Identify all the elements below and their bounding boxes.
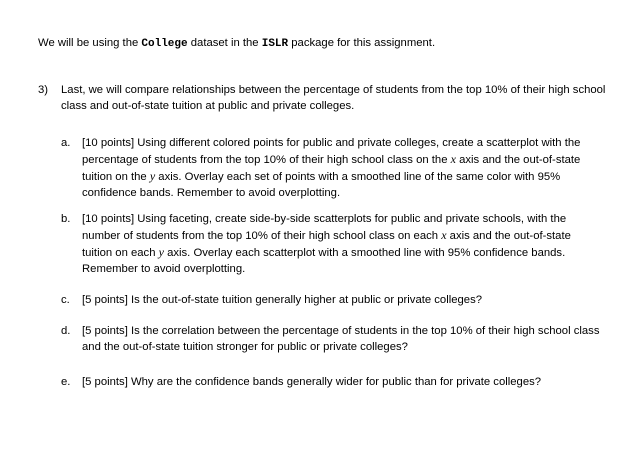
part-a-y-var: y	[149, 169, 156, 183]
intro-middle: dataset in the	[187, 37, 262, 49]
intro-sentence	[38, 35, 618, 52]
part-b-x-var: x	[441, 228, 447, 242]
part-e	[61, 374, 601, 390]
question-3	[38, 82, 608, 114]
part-a-letter: a.	[61, 137, 71, 149]
intro-prefix: We will be using the	[38, 37, 142, 49]
part-c-letter: c.	[61, 294, 70, 306]
part-d-text: [5 points] Is the correlation between the percentage of students in the top 10% of their high school class and the out-of-state tuition stronger for public or private colleges?	[82, 325, 600, 353]
part-b	[61, 211, 601, 277]
dataset-name: College	[141, 38, 188, 50]
part-c-text: [5 points] Is the out-of-state tuition generally higher at public or private colleges?	[82, 294, 483, 306]
part-b-text-3: axis. Overlay each scatterplot with a smoothed line with 95% confidence bands. Remember to avoid overplotting.	[82, 247, 566, 275]
question-text: Last, we will compare relationships between the percentage of students from the top 10% of their high school class and out-of-state tuition at public and private colleges.	[61, 84, 606, 112]
part-e-letter: e.	[61, 376, 71, 388]
part-a-text-3: axis. Overlay each set of points with a smoothed line of the same color with 95% confidence bands. Remember to avoid overplotting.	[82, 171, 561, 199]
part-e-text: [5 points] Why are the confidence bands generally wider for public than for private colleges?	[82, 376, 542, 388]
part-a-x-var: x	[450, 152, 456, 166]
part-b-text-2: axis and the out-of-state tuition on each	[82, 230, 571, 259]
part-d-letter: d.	[61, 325, 71, 337]
part-b-text-1: [10 points] Using faceting, create side-by-side scatterplots for public and private schools, with the number of students from the top 10% of their high school class on each	[82, 213, 567, 242]
part-a	[61, 135, 601, 201]
question-number: 3)	[38, 84, 49, 96]
part-d	[61, 323, 601, 355]
intro-suffix: package for this assignment.	[288, 37, 436, 49]
part-b-y-var: y	[158, 245, 164, 259]
part-b-text	[82, 211, 601, 277]
package-name: ISLR	[261, 38, 289, 50]
part-a-text	[82, 135, 601, 201]
part-b-letter: b.	[61, 213, 71, 225]
part-c	[61, 292, 601, 308]
part-a-text-2: axis and the out-of-state tuition on the	[82, 154, 581, 183]
part-a-text-1: [10 points] Using different colored points for public and private colleges, create a scatterplot with the percentage of students from the top 10% of their high school class on the	[82, 137, 581, 166]
